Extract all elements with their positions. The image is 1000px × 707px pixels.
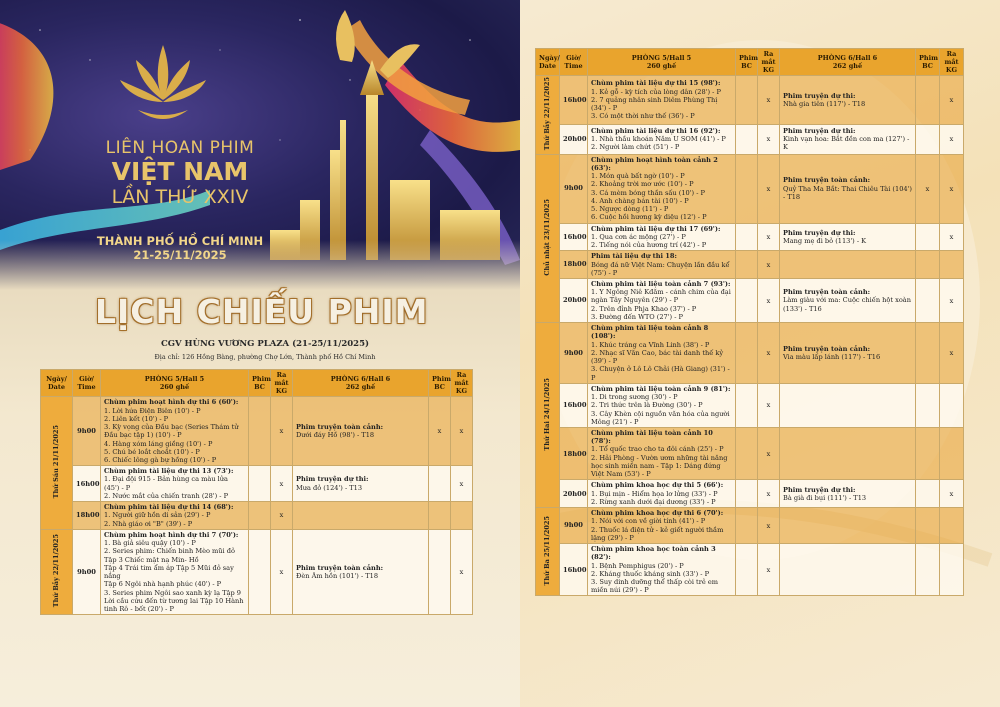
header-hall6-name: PHÒNG 6/Hall 6: [330, 375, 391, 384]
schedule-row: [41, 397, 473, 466]
header-bc: Phim BC: [249, 370, 271, 397]
film-item: 3. Có một thời như thế (36') - P: [591, 112, 695, 121]
kg-mark: x: [271, 529, 293, 614]
table-header-row: [536, 49, 964, 76]
festival-logo: [118, 40, 208, 130]
header-hall6: [293, 370, 429, 397]
header-kg: Ra mắt KG: [940, 49, 964, 76]
film-item: 1. Khúc tráng ca Vĩnh Linh (38') - P: [591, 340, 710, 349]
header-bc: Phim BC: [736, 49, 758, 76]
film-item: 3. Cá mèm bóng thần sấu (10') - P: [591, 188, 705, 197]
bc-mark: [736, 323, 758, 384]
program-title: Chùm phim tài liệu dự thi 13 (73'):: [104, 467, 234, 476]
film-item: 1. Bụi mịn - Hiểm họa lơ lửng (33') - P: [591, 489, 718, 498]
kg-mark: [940, 251, 964, 279]
film-item: 2. Nước mắt của chiến tranh (28') - P: [104, 491, 229, 500]
header-hall5-name: PHÒNG 5/Hall 5: [144, 375, 205, 384]
film-item: 4. Anh chàng bán tài (10') - P: [591, 196, 689, 205]
h5-films: [101, 529, 249, 614]
film-item: Tập 4 Trái tim ẩm áp Tập 5 Mũi đỏ say nắng: [104, 563, 234, 581]
film-item: 1. Tổ quốc trao cho ta đôi cánh (25') - P: [591, 445, 724, 454]
film-item: Mang mẹ đi bỏ (113') - K: [783, 236, 867, 245]
h5-films: [588, 480, 736, 508]
day-label: Thứ Bảy 22/11/2025: [543, 77, 552, 151]
program-title: Phim truyện toàn cảnh:: [296, 423, 384, 432]
schedule-row: [536, 508, 964, 544]
schedule-row: [536, 154, 964, 223]
time-cell: 16h00: [560, 76, 588, 124]
kg-mark: x: [758, 323, 780, 384]
film-item: 5. Chú bé loắt choắt (10') - P: [104, 447, 200, 456]
film-item: 2. Khoảng trời mơ ước (10') - P: [591, 180, 694, 189]
schedule-row: [41, 466, 473, 502]
header-kg: Ra mắt KG: [271, 370, 293, 397]
film-item: 3. Chuyện ở Lô Lô Chải (Hà Giang) (31') - P: [591, 365, 730, 382]
bc-mark: [916, 508, 940, 544]
schedule-row: [536, 124, 964, 154]
header-day: Ngày/ Date: [41, 370, 73, 397]
kg-mark: x: [940, 76, 964, 124]
bc-mark: [916, 480, 940, 508]
time-cell: 18h00: [73, 502, 101, 530]
time-cell: 9h00: [73, 397, 101, 466]
kg-mark: x: [271, 466, 293, 502]
h5-films: [588, 544, 736, 596]
film-item: 2. Tiếng nói của hương trí (42') - P: [591, 241, 707, 250]
kg-mark: x: [758, 124, 780, 154]
header-bc: Phim BC: [429, 370, 451, 397]
festival-title-line1: LIÊN HOAN PHIM: [105, 138, 255, 158]
kg-mark: x: [451, 466, 473, 502]
program-title: Chùm phim tài liệu dự thi 16 (92'):: [591, 126, 721, 135]
program-title: Phim truyện toàn cảnh:: [783, 344, 871, 353]
festival-title-line2: VIỆT NAM: [111, 157, 249, 186]
film-item: 2. Nhạc sĩ Văn Cao, bác tài danh thế kỷ (39') - P: [591, 348, 724, 366]
bc-mark: x: [429, 397, 451, 466]
program-title: Phim truyện toàn cảnh:: [296, 563, 384, 572]
header-time: Giờ/ Time: [560, 49, 588, 76]
bc-mark: [916, 544, 940, 596]
h6-films: [780, 480, 916, 508]
day-cell: [536, 323, 560, 508]
program-title: Phim truyện dự thi:: [783, 228, 856, 237]
film-item: Mưa đỏ (124') - T13: [296, 483, 363, 492]
bc-mark: [249, 466, 271, 502]
schedule-table-right: [535, 48, 964, 596]
schedule-row: [536, 428, 964, 480]
schedule-row: [41, 502, 473, 530]
kg-mark: x: [940, 223, 964, 251]
bc-mark: [736, 544, 758, 596]
h6-films: [293, 502, 429, 530]
bc-mark: [249, 529, 271, 614]
h5-films: [101, 502, 249, 530]
day-cell: [536, 508, 560, 596]
bc-mark: [736, 428, 758, 480]
bc-mark: [736, 279, 758, 323]
header-day: Ngày/ Date: [536, 49, 560, 76]
bc-mark: [249, 397, 271, 466]
film-item: 2. Thuốc lá điện tử - kẻ giết người thầm lặng (29') - P: [591, 525, 724, 542]
kg-mark: x: [758, 383, 780, 427]
header-hall5-name: PHÒNG 5/Hall 5: [631, 54, 692, 63]
h6-films: [780, 223, 916, 251]
venue-name: CGV HÙNG VƯƠNG PLAZA (21-25/11/2025): [160, 339, 370, 349]
time-cell: 9h00: [560, 508, 588, 544]
film-item: Bà già đi bụi (111') - T13: [783, 493, 867, 502]
day-cell: [536, 154, 560, 322]
day-label: Thứ Bảy 22/11/2025: [52, 534, 61, 608]
kg-mark: [940, 428, 964, 480]
film-item: 6. Cuộc hồi hương kỳ diệu (12') - P: [591, 213, 707, 222]
h5-films: [588, 251, 736, 279]
time-cell: 16h00: [560, 383, 588, 427]
film-item: 3. Suy dinh dưỡng thể thấp còi trẻ em miền núi (29') - P: [591, 577, 719, 595]
bc-mark: [916, 251, 940, 279]
bc-mark: [916, 223, 940, 251]
kg-mark: x: [758, 279, 780, 323]
header-hall5: [101, 370, 249, 397]
bc-mark: [736, 223, 758, 251]
film-item: 1. Đại đội 915 - Bản hùng ca màu lửa (45') - P: [104, 475, 228, 492]
venue-address: Địa chỉ: 126 Hồng Bàng, phường Chợ Lớn, Thành phố Hồ Chí Minh: [154, 353, 376, 361]
h6-films: [780, 251, 916, 279]
schedule-row: [536, 251, 964, 279]
festival-title: [95, 138, 265, 208]
program-title: Chùm phim hoạt hình toàn cảnh 2 (63'):: [591, 155, 718, 172]
kg-mark: [940, 383, 964, 427]
h6-films: [780, 154, 916, 223]
bc-mark: [429, 466, 451, 502]
bc-mark: [736, 76, 758, 124]
kg-mark: x: [271, 397, 293, 466]
page-title: LỊCH CHIẾU PHIM: [95, 292, 429, 331]
program-title: Chùm phim tài liệu dự thi 14 (68'):: [104, 503, 234, 512]
film-item: 1. Lời hứa Điện Biên (10') - P: [104, 406, 201, 415]
program-title: Phim tài liệu dự thi 18:: [591, 252, 677, 261]
kg-mark: x: [758, 251, 780, 279]
h6-films: [293, 466, 429, 502]
h5-films: [588, 124, 736, 154]
program-title: Chùm phim tài liệu toàn cảnh 9 (81'):: [591, 384, 731, 393]
film-item: 1. Di trong sương (30') - P: [591, 393, 678, 402]
venue-info: [120, 339, 410, 361]
bc-mark: [736, 508, 758, 544]
film-item: 4. Hàng xóm láng giềng (10') - P: [104, 439, 213, 448]
film-item: 3. Cây Khèn cội nguồn văn hóa của người Mông (21') - P: [591, 409, 730, 426]
program-title: Phim truyện toàn cảnh:: [783, 288, 871, 297]
time-cell: 9h00: [73, 529, 101, 614]
film-item: 1. Y Ngông Niê Kđăm - cánh chim của đại ngàn Tây Nguyên (29') - P: [591, 288, 731, 305]
program-title: Chùm phim tài liệu dự thi 17 (69'):: [591, 224, 721, 233]
film-item: 1. Qua cơn ác mộng (27') - P: [591, 232, 686, 241]
kg-mark: x: [758, 480, 780, 508]
film-item: 2. Trên đỉnh Phja Khao (37') - P: [591, 304, 697, 313]
program-title: Chùm phim tài liệu dự thi 15 (98'):: [591, 79, 721, 88]
h6-films: [293, 529, 429, 614]
bc-mark: x: [916, 154, 940, 223]
time-cell: 16h00: [560, 544, 588, 596]
header-hall5: [588, 49, 736, 76]
film-item: Quỷ Tha Ma Bắt: Thai Chiêu Tài (104') - T18: [783, 184, 912, 201]
schedule-row: [536, 383, 964, 427]
schedule-table-left: [40, 369, 473, 615]
header-hall5-seats: 260 ghế: [646, 62, 677, 71]
kg-mark: x: [940, 279, 964, 323]
kg-mark: [940, 508, 964, 544]
day-label: Thứ Sáu 21/11/2025: [52, 425, 61, 499]
film-item: 3. Series phim Ngôi sao xanh kỳ lạ Tập 9 Lời cầu cứu đến từ tương lai Tập 10 Hành tinh Rô - bốt (20') - P: [104, 588, 244, 613]
program-title: Phim truyện dự thi:: [296, 475, 369, 484]
schedule-row: [536, 76, 964, 124]
film-item: 2. Hải Phòng - Vườn ươm những tài năng học sinh miền nam - Tập 1: Dáng đứng Việt Nam (53') - P: [591, 453, 728, 479]
time-cell: 16h00: [560, 223, 588, 251]
bc-mark: [916, 279, 940, 323]
film-item: 3. Kỳ vọng của Đầu bạc (Series Thám tử Đầu bạc tập 1) (10') - P: [104, 423, 239, 440]
h5-films: [588, 508, 736, 544]
film-item: Nhà gia tiên (117') - T18: [783, 99, 866, 108]
film-item: 1. Kẻ gỗ - kỳ tích của lòng dân (28') - P: [591, 87, 721, 96]
film-item: 6. Chiếc lông gà bự hồng (10') - P: [104, 456, 217, 465]
h6-films: [780, 279, 916, 323]
bc-mark: [916, 383, 940, 427]
program-title: Chùm phim tài liệu toàn cảnh 7 (93'):: [591, 280, 731, 289]
film-item: Tập 6 Ngôi nhà hạnh phúc (40') - P: [104, 580, 222, 589]
film-item: Đèn Âm hồn (101') - T18: [296, 572, 379, 581]
header-kg: Ra mắt KG: [758, 49, 780, 76]
film-item: 2. Nhà giáo ơi "B" (39') - P: [104, 519, 193, 528]
bc-mark: [916, 428, 940, 480]
program-title: Chùm phim tài liệu toàn cảnh 10 (78'):: [591, 429, 713, 446]
festival-title-line3: LẦN THỨ XXIV: [111, 186, 249, 208]
program-title: Chùm phim khoa học toàn cảnh 3 (82'):: [591, 545, 716, 562]
kg-mark: [451, 502, 473, 530]
h5-films: [588, 279, 736, 323]
kg-mark: x: [758, 76, 780, 124]
festival-city: THÀNH PHỐ HỒ CHÍ MINH: [96, 234, 264, 248]
header-bc: Phim BC: [916, 49, 940, 76]
program-title: Phim truyện toàn cảnh:: [783, 176, 871, 185]
table-body-left: [41, 397, 473, 615]
film-item: 2. Rừng xanh dưới đại dương (33') - P: [591, 497, 716, 506]
h6-films: [293, 397, 429, 466]
kg-mark: x: [940, 323, 964, 384]
header-hall6: [780, 49, 916, 76]
time-cell: 18h00: [560, 251, 588, 279]
h5-films: [588, 383, 736, 427]
bc-mark: [916, 124, 940, 154]
header-hall6-seats: 262 ghế: [832, 62, 863, 71]
h5-films: [101, 466, 249, 502]
kg-mark: x: [758, 428, 780, 480]
time-cell: 20h00: [560, 480, 588, 508]
schedule-row: [536, 223, 964, 251]
day-label: Thứ Hai 24/11/2025: [543, 377, 552, 451]
header-hall6-name: PHÒNG 6/Hall 6: [817, 54, 878, 63]
h6-films: [780, 323, 916, 384]
day-cell: [41, 529, 73, 614]
schedule-row: [536, 323, 964, 384]
h5-films: [588, 76, 736, 124]
film-item: 1. Món quà bất ngờ (10') - P: [591, 172, 685, 181]
day-cell: [536, 76, 560, 154]
time-cell: 18h00: [560, 428, 588, 480]
h5-films: [588, 154, 736, 223]
bc-mark: [736, 124, 758, 154]
h6-films: [780, 508, 916, 544]
program-title: Phim truyện dự thi:: [783, 91, 856, 100]
bc-mark: [429, 502, 451, 530]
kg-mark: x: [758, 154, 780, 223]
time-cell: 20h00: [560, 124, 588, 154]
film-item: Làm giàu với ma: Cuộc chiến hột xoàn (133') - T16: [783, 296, 911, 313]
film-item: Dưới đáy Hồ (98') - T18: [296, 431, 375, 440]
h6-films: [780, 428, 916, 480]
day-label: Chủ nhật 23/11/2025: [543, 199, 552, 276]
film-item: 3. Đường đến WTO (27') - P: [591, 312, 683, 321]
day-cell: [41, 397, 73, 530]
film-item: Kinh vạn hoa: Bắt đền con ma (127') - K: [783, 135, 910, 152]
kg-mark: x: [940, 124, 964, 154]
program-title: Phim truyện dự thi:: [783, 126, 856, 135]
h5-films: [588, 428, 736, 480]
kg-mark: x: [758, 508, 780, 544]
festival-poster: [0, 0, 520, 290]
program-title: Chùm phim hoạt hình dự thi 6 (60'):: [104, 398, 239, 407]
bc-mark: [736, 383, 758, 427]
table-body-right: [536, 76, 964, 596]
film-item: 5. Ngược dòng (11') - P: [591, 205, 669, 214]
time-cell: 16h00: [73, 466, 101, 502]
day-label: Thứ Ba 25/11/2025: [543, 515, 552, 586]
time-cell: 20h00: [560, 279, 588, 323]
bc-mark: [249, 502, 271, 530]
film-item: 2. Tri thức trên là Đường (30') - P: [591, 401, 703, 410]
time-cell: 9h00: [560, 154, 588, 223]
kg-mark: x: [758, 223, 780, 251]
program-title: Chùm phim hoạt hình dự thi 7 (70'):: [104, 530, 239, 539]
h6-films: [780, 544, 916, 596]
bc-mark: [429, 529, 451, 614]
header-hall6-seats: 262 ghế: [345, 383, 376, 392]
kg-mark: x: [940, 154, 964, 223]
bc-mark: [736, 251, 758, 279]
h6-films: [780, 383, 916, 427]
schedule-row: [536, 544, 964, 596]
festival-dates: 21-25/11/2025: [133, 248, 227, 262]
film-item: 2. Người làm chứt (51') - P: [591, 143, 680, 152]
schedule-row: [41, 529, 473, 614]
bc-mark: [916, 323, 940, 384]
film-item: 1. Nói với con về giời tính (41') - P: [591, 517, 706, 526]
schedule-row: [536, 279, 964, 323]
h5-films: [588, 223, 736, 251]
header-hall5-seats: 260 ghế: [159, 383, 190, 392]
program-title: Chùm phim khoa học dự thi 5 (66'):: [591, 481, 724, 490]
kg-mark: x: [451, 397, 473, 466]
film-item: 1. Nhà thầu khoán Năm U SOM (41') - P: [591, 135, 726, 144]
h6-films: [780, 76, 916, 124]
time-cell: 9h00: [560, 323, 588, 384]
film-item: Bóng đá nữ Việt Nam: Chuyện lần đầu kể (75') - P: [591, 260, 730, 277]
film-item: 1. Người giữ hồn di sản (29') - P: [104, 511, 211, 520]
film-item: 1. Bà giả siêu quậy (10') - P: [104, 539, 196, 548]
kg-mark: x: [940, 480, 964, 508]
header-kg: Ra mắt KG: [451, 370, 473, 397]
h5-films: [101, 397, 249, 466]
film-item: 2. 7 quảng nhân sinh Diêm Phùng Thị (34') - P: [591, 95, 718, 113]
program-title: Chùm phim khoa học dự thi 6 (70'):: [591, 509, 724, 518]
kg-mark: x: [451, 529, 473, 614]
film-item: 1. Bệnh Pemphigus (20') - P: [591, 561, 684, 570]
header-time: Giờ/ Time: [73, 370, 101, 397]
table-header-row: [41, 370, 473, 397]
film-item: 2. Series phim: Chiến binh Mèo mũi đỏ Tập 3 Chiếc mặt nạ Min- Hồ: [104, 547, 235, 564]
program-title: Phim truyện dự thi:: [783, 485, 856, 494]
festival-location: [80, 234, 280, 262]
film-item: 2. Kháng thuốc kháng sinh (33') - P: [591, 569, 710, 578]
h6-films: [780, 124, 916, 154]
schedule-row: [536, 480, 964, 508]
h5-films: [588, 323, 736, 384]
kg-mark: x: [758, 544, 780, 596]
kg-mark: x: [271, 502, 293, 530]
bc-mark: [916, 76, 940, 124]
kg-mark: [940, 544, 964, 596]
program-title: Chùm phim tài liệu toàn cảnh 8 (108'):: [591, 324, 709, 341]
bc-mark: [736, 480, 758, 508]
film-item: 2. Liên kết (10') - P: [104, 414, 169, 423]
bc-mark: [736, 154, 758, 223]
film-item: Via màu lấp lánh (117') - T16: [783, 353, 881, 361]
